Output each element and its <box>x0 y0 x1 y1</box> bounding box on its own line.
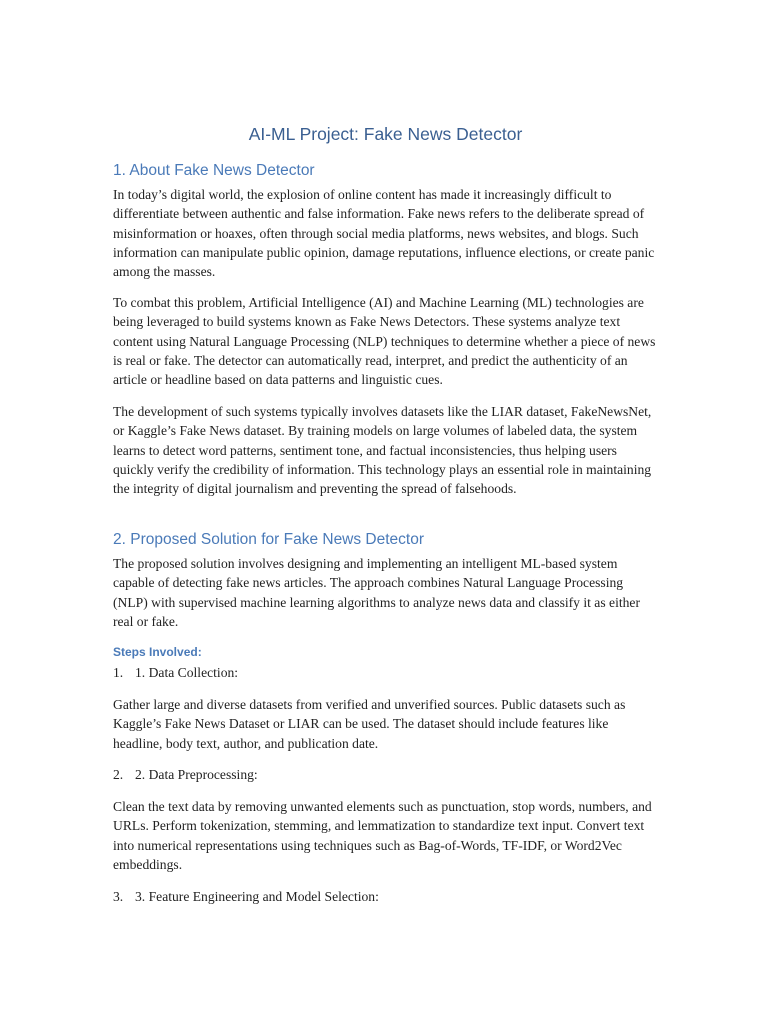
paragraph-step-1: Gather large and diverse datasets from verified and unverified sources. Public datasets such as Kaggle’s Fake News Dataset or LIAR can be used. The dataset should include features like headline, body text, author, and publication date. <box>113 697 626 751</box>
paragraph-proposed-intro: The proposed solution involves designing and implementing an intelligent ML-based system capable of detecting fake news articles. The approach combines Natural Language Processing (NLP) with supervised machine learning algorithms to analyze news data and classify it as either real or fake. <box>113 556 640 629</box>
list-item-label: 2. Data Preprocessing: <box>135 767 258 782</box>
paragraph-step-2: Clean the text data by removing unwanted elements such as punctuation, stop words, numbers, and URLs. Perform tokenization, stemming, and lemmatization to standardize text input. Convert text into numerical representations using techniques such as Bag-of-Words, TF-IDF, or Word2Vec embeddings. <box>113 799 652 872</box>
list-item-label: 1. Data Collection: <box>135 665 239 680</box>
list-item-label: 3. Feature Engineering and Model Selection: <box>135 889 379 904</box>
paragraph-about-3: The development of such systems typically involves datasets like the LIAR dataset, FakeNewsNet, or Kaggle’s Fake News dataset. By training models on large volumes of labeled data, the system learns to detect word patterns, sentiment tone, and factual inconsistencies, thus helping users quickly verify the credibility of information. This technology plays an essential role in maintaining the integrity of digital journalism and preventing the spread of falsehoods. <box>113 404 652 497</box>
steps-heading: Steps Involved: <box>113 645 202 659</box>
list-item-step-1 <box>113 663 238 682</box>
list-item-step-2 <box>113 765 258 784</box>
document-title: AI-ML Project: Fake News Detector <box>248 124 523 144</box>
section-heading-proposed-solution: 2. Proposed Solution for Fake News Detector <box>113 531 425 548</box>
list-item-step-3 <box>113 887 379 906</box>
list-number: 3. <box>113 889 124 904</box>
section-heading-about: 1. About Fake News Detector <box>113 162 315 179</box>
list-number: 2. <box>113 767 124 782</box>
paragraph-about-1: In today’s digital world, the explosion of online content has made it increasingly difficult to differentiate between authentic and false information. Fake news refers to the deliberate spread of misinformation or hoaxes, often through social media platforms, news websites, and blogs. Such information can manipulate public opinion, damage reputations, influence elections, or create panic among the masses. <box>113 187 655 280</box>
paragraph-about-2: To combat this problem, Artificial Intelligence (AI) and Machine Learning (ML) technologies are being leveraged to build systems known as Fake News Detectors. These systems analyze text content using Natural Language Processing (NLP) techniques to determine whether a piece of news is real or fake. The detector can automatically read, interpret, and predict the authenticity of an article or headline based on data patterns and linguistic cues. <box>113 295 656 388</box>
list-number: 1. <box>113 665 124 680</box>
